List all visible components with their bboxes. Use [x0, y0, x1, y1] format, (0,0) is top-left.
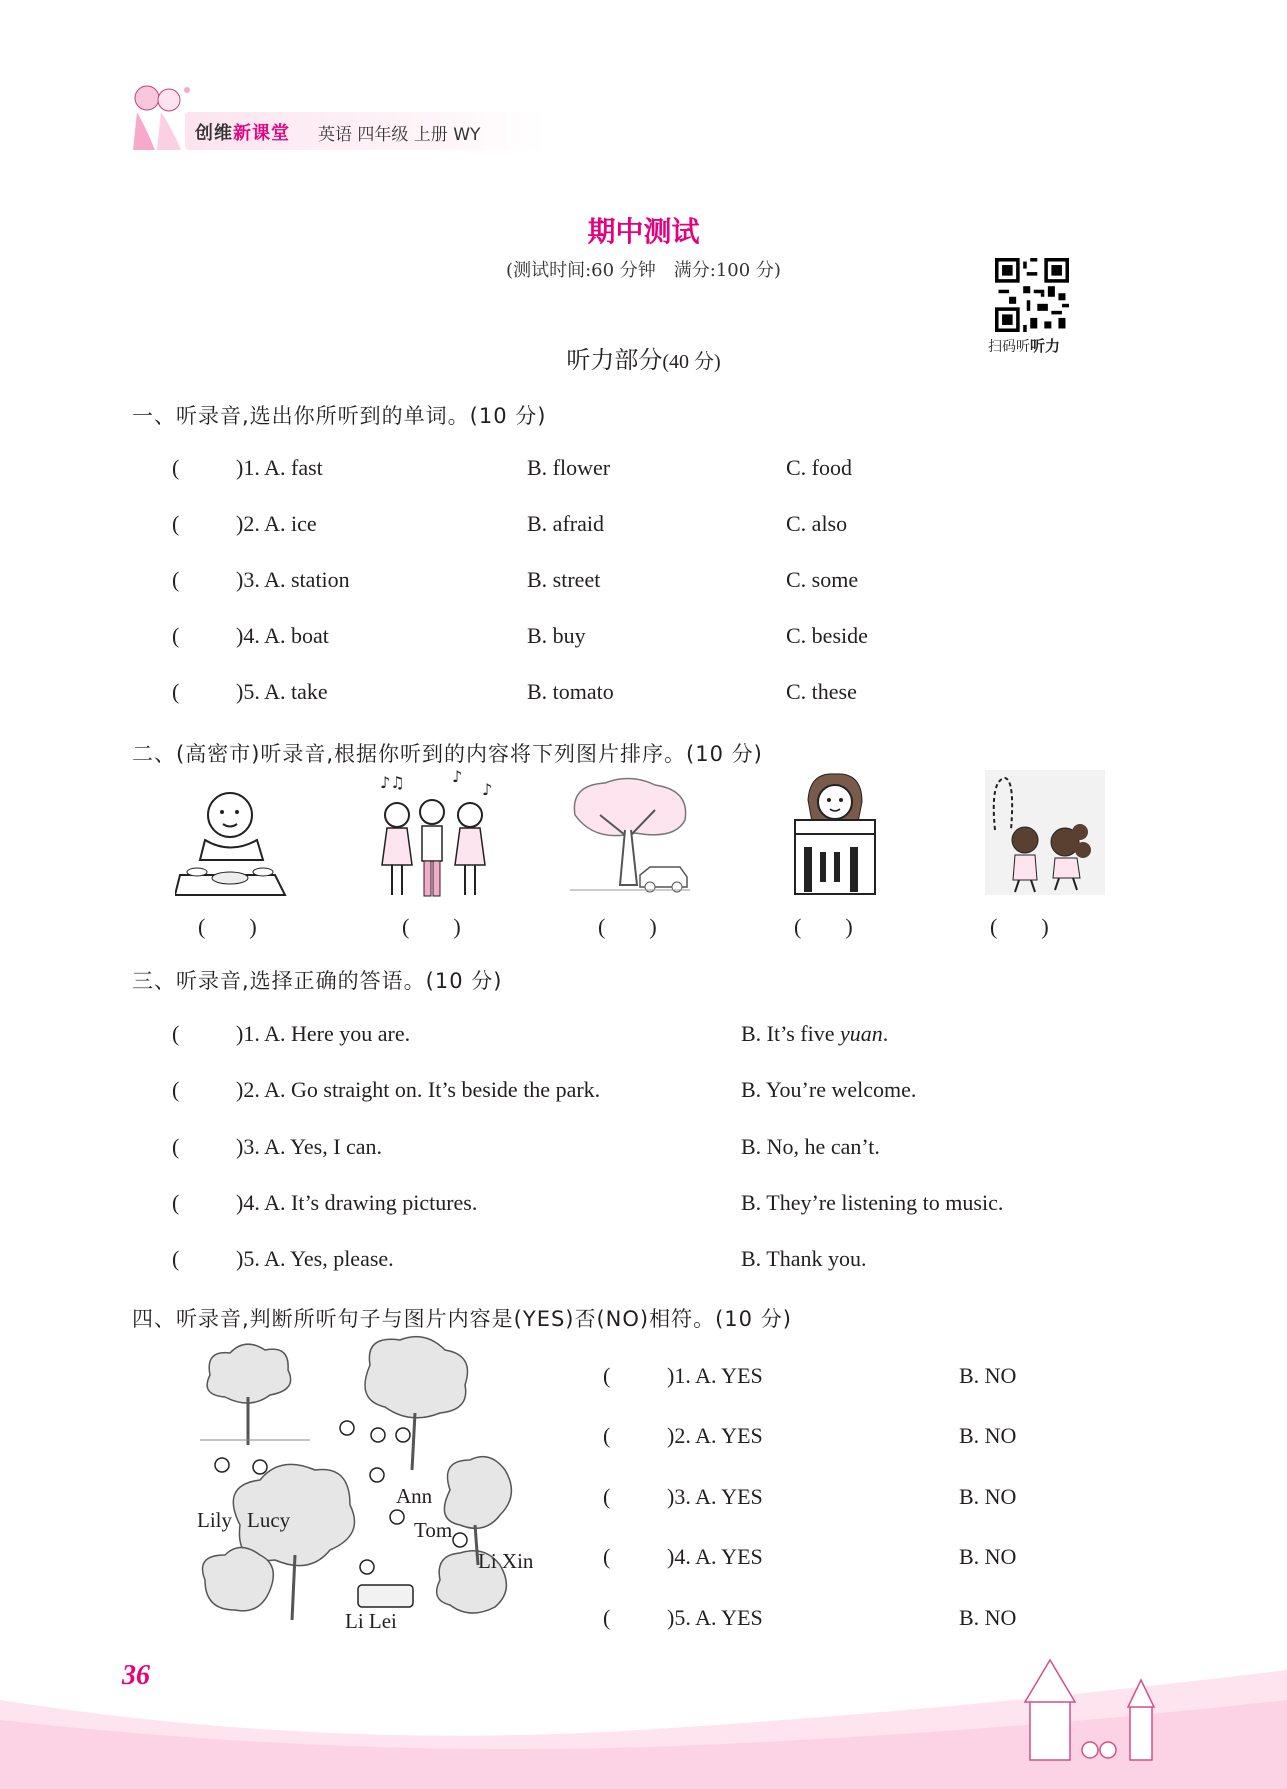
- question-option-c: C. these: [786, 679, 857, 704]
- section-2-heading: 二、(高密市)听录音,根据你听到的内容将下列图片排序。(10 分): [132, 742, 763, 766]
- picture-order-blank[interactable]: ( ): [198, 914, 257, 939]
- question-option-b: B. buy: [527, 623, 586, 648]
- question-option-b: B. street: [527, 567, 601, 592]
- listening-part-heading: 听力部分(40 分): [566, 346, 721, 374]
- picture-order-blank[interactable]: ( ): [794, 914, 853, 939]
- answer-option-a: )4. A. It’s drawing pictures.: [236, 1190, 478, 1215]
- answer-blank-open-paren[interactable]: (: [172, 1190, 180, 1215]
- section-4-heading: 四、听录音,判断所听句子与图片内容是(YES)否(NO)相符。(10 分): [132, 1307, 792, 1331]
- question-option-b: B. tomato: [527, 679, 614, 704]
- judge-option-yes: )5. A. YES: [667, 1605, 763, 1630]
- answer-blank-open-paren[interactable]: (: [603, 1484, 611, 1509]
- answer-option-a: )1. A. Here you are.: [236, 1021, 411, 1046]
- question-option-a: )1. A. fast: [236, 455, 323, 480]
- answer-option-b: [741, 1134, 880, 1160]
- question-option-a: )4. A. boat: [236, 623, 329, 648]
- answer-blank-open-paren[interactable]: (: [172, 1134, 180, 1159]
- question-option-a: )2. A. ice: [236, 511, 317, 536]
- label-lily: Lily: [197, 1508, 232, 1532]
- label-tom: Tom: [414, 1518, 453, 1542]
- answer-option-b-text: B. You’re welcome.: [741, 1077, 917, 1102]
- svg-text:♪: ♪: [452, 770, 463, 786]
- boy-eating-icon: [175, 780, 295, 900]
- judge-option-no: B. NO: [959, 1605, 1017, 1630]
- page-number: 36: [122, 1660, 150, 1691]
- judge-option-no: B. NO: [959, 1484, 1017, 1509]
- answer-option-b-emphasis: yuan: [840, 1021, 883, 1046]
- picture-order-blank[interactable]: ( ): [402, 914, 461, 939]
- girls-skipping-rope-icon: [985, 770, 1105, 900]
- answer-option-b-tail: .: [882, 1021, 889, 1046]
- judge-option-yes: )1. A. YES: [667, 1363, 763, 1388]
- answer-option-b-text: B. Thank you.: [741, 1246, 867, 1271]
- question-option-c: C. some: [786, 567, 859, 592]
- answer-option-b: [741, 1021, 888, 1047]
- answer-option-b-text: B. It’s five: [741, 1021, 840, 1046]
- judge-option-yes: )4. A. YES: [667, 1544, 763, 1569]
- question-option-a: )5. A. take: [236, 679, 328, 704]
- question-option-b: B. afraid: [527, 511, 604, 536]
- label-lucy: Lucy: [247, 1508, 291, 1532]
- section-1-heading: 一、听录音,选出你所听到的单词。(10 分): [132, 404, 547, 428]
- answer-blank-open-paren[interactable]: (: [172, 455, 180, 480]
- answer-blank-open-paren[interactable]: (: [172, 679, 180, 704]
- judge-option-no: B. NO: [959, 1363, 1017, 1388]
- section-3-heading: 三、听录音,选择正确的答语。(10 分): [132, 969, 503, 993]
- question-option-c: C. beside: [786, 623, 868, 648]
- tree-and-car-icon: [565, 775, 695, 900]
- question-option-c: C. food: [786, 455, 852, 480]
- answer-option-a: )5. A. Yes, please.: [236, 1246, 394, 1271]
- book-info: 英语 四年级 上册 WY: [318, 125, 481, 145]
- judge-option-no: B. NO: [959, 1544, 1017, 1569]
- label-ann: Ann: [396, 1484, 433, 1508]
- judge-option-no: B. NO: [959, 1423, 1017, 1448]
- brand-name: 创维新课堂: [195, 123, 290, 144]
- answer-option-b: [741, 1077, 916, 1103]
- svg-text:♪♫: ♪♫: [380, 773, 405, 792]
- children-singing-icon: [372, 770, 502, 905]
- answer-blank-open-paren[interactable]: (: [172, 567, 180, 592]
- answer-blank-open-paren[interactable]: (: [172, 1246, 180, 1271]
- answer-option-b-text: B. They’re listening to music.: [741, 1190, 1004, 1215]
- answer-blank-open-paren[interactable]: (: [172, 511, 180, 536]
- answer-option-b: [741, 1246, 866, 1272]
- page-title: 期中测试: [587, 215, 700, 248]
- judge-option-yes: )2. A. YES: [667, 1423, 763, 1448]
- picture-order-blank[interactable]: ( ): [990, 914, 1049, 939]
- footer-wave-decoration: [0, 1640, 1287, 1789]
- answer-blank-open-paren[interactable]: (: [172, 1077, 180, 1102]
- label-li-lei: Li Lei: [345, 1609, 397, 1633]
- question-option-b: B. flower: [527, 455, 611, 480]
- answer-blank-open-paren[interactable]: (: [603, 1363, 611, 1388]
- answer-blank-open-paren[interactable]: (: [603, 1605, 611, 1630]
- girl-at-desk-icon: [790, 772, 880, 902]
- question-option-a: )3. A. station: [236, 567, 350, 592]
- picture-order-blank[interactable]: ( ): [598, 914, 657, 939]
- label-li-xin: Li Xin: [478, 1549, 534, 1573]
- answer-blank-open-paren[interactable]: (: [603, 1423, 611, 1448]
- answer-option-b: [741, 1190, 1003, 1216]
- test-info: (测试时间:60 分钟 满分:100 分): [506, 260, 781, 281]
- qr-code-icon[interactable]: [995, 258, 1069, 332]
- answer-option-a: )3. A. Yes, I can.: [236, 1134, 383, 1159]
- question-option-c: C. also: [786, 511, 848, 536]
- svg-text:♪: ♪: [482, 780, 493, 799]
- answer-option-a: )2. A. Go straight on. It’s beside the park.: [236, 1077, 601, 1102]
- answer-option-b-text: B. No, he can’t.: [741, 1134, 880, 1159]
- judge-option-yes: )3. A. YES: [667, 1484, 763, 1509]
- qr-caption: 扫码听听力: [988, 337, 1061, 355]
- answer-blank-open-paren[interactable]: (: [172, 1021, 180, 1046]
- answer-blank-open-paren[interactable]: (: [172, 623, 180, 648]
- park-scene-illustration: [200, 1335, 520, 1625]
- answer-blank-open-paren[interactable]: (: [603, 1544, 611, 1569]
